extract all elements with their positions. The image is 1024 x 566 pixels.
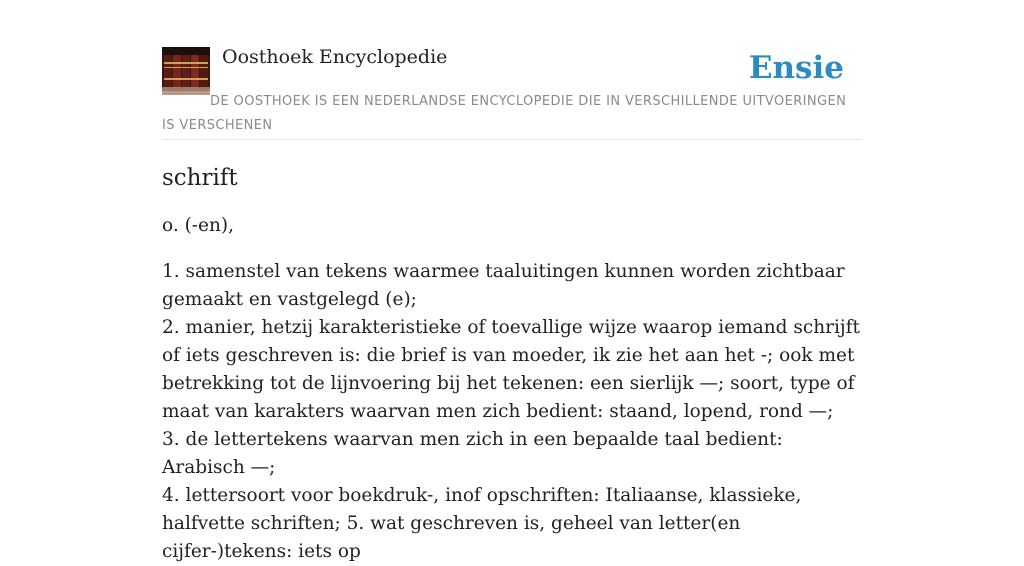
site-name[interactable]: Oosthoek Encyclopedie: [222, 46, 448, 68]
sense-1: 1. samenstel van tekens waarmee taaluitingen kunnen worden zichtbaar gemaakt en vastgelegd (e);: [162, 261, 845, 310]
site-header: [162, 40, 862, 140]
site-tagline: DE OOSTHOEK IS EEN NEDERLANDSE ENCYCLOPEDIE DIE IN VERSCHILLENDE UITVOERINGEN IS VERSCHENEN: [162, 94, 847, 133]
sense-4: 4. lettersoort voor boekdruk-, inof opschriften: Italiaanse, klassieke, halfvette schriften; 5. wat geschreven is, geheel van letter(en cijfer-)tekens: iets op: [162, 485, 802, 562]
ensie-logo[interactable]: Ensie: [748, 50, 844, 86]
entry-senses: [162, 258, 862, 566]
entry-content: [162, 160, 862, 566]
site-avatar[interactable]: [162, 47, 210, 95]
entry-grammar: o. (-en),: [162, 215, 235, 236]
sense-2: 2. manier, hetzij karakteristieke of toevallige wijze waarop iemand schrijft of iets geschreven is: die brief is van moeder, ik zie het aan het -; ook met betrekking tot de lijnvoering bij het tekenen: een sierlijk —; soort, type of maat van karakters waarvan men zich bedient: staand, lopend, rond —;: [162, 317, 860, 422]
book-spines-icon: [162, 47, 210, 95]
sense-3: 3. de lettertekens waarvan men zich in een bepaalde taal bedient: Arabisch —;: [162, 429, 783, 478]
entry-headword: schrift: [162, 165, 238, 191]
